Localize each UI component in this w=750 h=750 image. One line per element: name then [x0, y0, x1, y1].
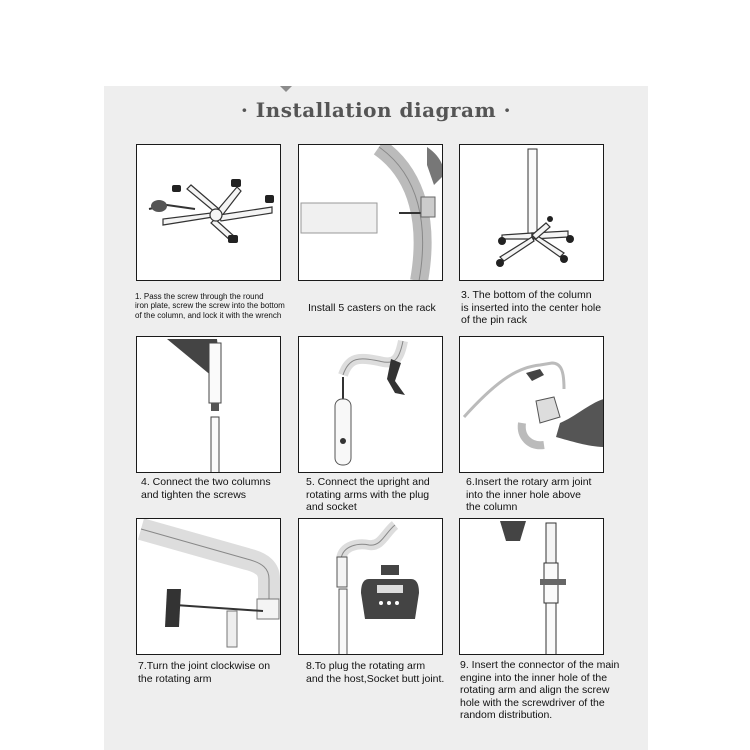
- step-7-panel: [136, 518, 281, 655]
- connect-columns-icon: [137, 337, 281, 473]
- step-8-panel: [298, 518, 443, 655]
- lamp-head-icon: [299, 519, 443, 655]
- step-9-caption: 9. Insert the connector of the main engine into the inner hole of the rotating arm and align the screw hole with the screwdriver of the random distribution.: [460, 659, 620, 722]
- page-title: · Installation diagram ·: [240, 98, 512, 122]
- step-6-panel: [459, 336, 604, 473]
- step-9-panel: [459, 518, 604, 655]
- rotary-arm-joint-icon: [460, 337, 604, 473]
- installation-sheet: [104, 86, 648, 750]
- top-notch: [280, 86, 292, 92]
- step-6-caption: 6.Insert the rotary arm joint into the inner hole above the column: [466, 476, 592, 514]
- column-on-base-icon: [460, 145, 604, 281]
- step-5-caption: 5. Connect the upright and rotating arms with the plug and socket: [306, 476, 430, 514]
- turn-joint-icon: [137, 519, 281, 655]
- step-1-panel: [136, 144, 281, 281]
- step-8-caption: 8.To plug the rotating arm and the host,Socket butt joint.: [306, 660, 445, 685]
- base-star-wrench-icon: [137, 145, 281, 281]
- step-4-panel: [136, 336, 281, 473]
- step-3-panel: [459, 144, 604, 281]
- step-7-caption: 7.Turn the joint clockwise on the rotating arm: [138, 660, 271, 685]
- step-1-caption: 1. Pass the screw through the round iron plate, screw the screw into the bottom of the column, and lock it with the wrench: [135, 292, 285, 320]
- plug-socket-icon: [299, 337, 443, 473]
- step-2-panel: [298, 144, 443, 281]
- main-engine-connector-icon: [460, 519, 604, 655]
- step-3-caption: 3. The bottom of the column is inserted into the center hole of the pin rack: [461, 289, 602, 327]
- step-2-caption: Install 5 casters on the rack: [308, 302, 436, 314]
- step-4-caption: 4. Connect the two columns and tighten the screws: [141, 476, 271, 501]
- step-5-panel: [298, 336, 443, 473]
- caster-install-icon: [299, 145, 443, 281]
